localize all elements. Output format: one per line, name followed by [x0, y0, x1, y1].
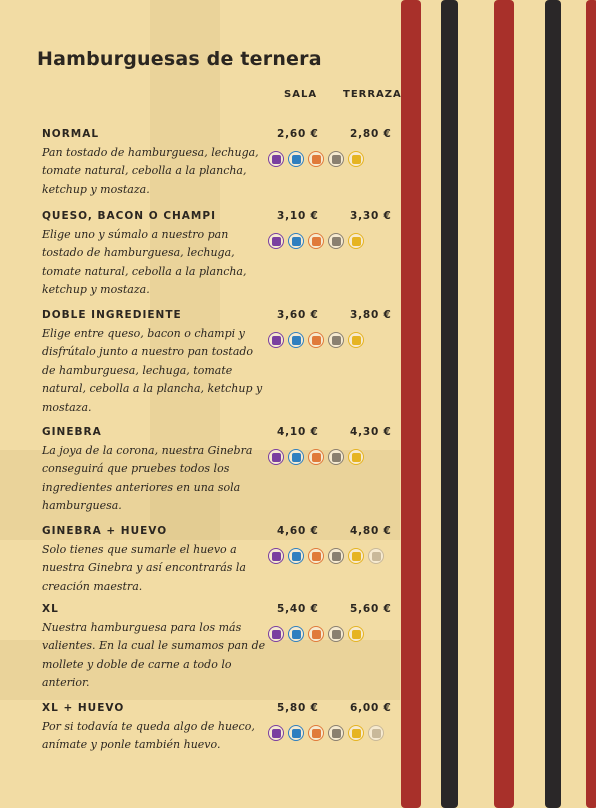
menu-item-name: GINEBRA — [42, 426, 102, 438]
purple-icon — [268, 725, 284, 741]
price-terraza: 4,80 € — [350, 525, 392, 537]
price-sala: 5,40 € — [277, 603, 319, 615]
purple-icon — [268, 449, 284, 465]
yellow-icon — [348, 725, 364, 741]
menu-item — [42, 210, 402, 300]
allergen-icons — [268, 725, 384, 741]
stripe-black-1 — [441, 0, 458, 808]
price-terraza: 3,80 € — [350, 309, 392, 321]
blue-icon — [288, 449, 304, 465]
menu-item-description: Pan tostado de hamburguesa, lechuga, tomate natural, cebolla a la plancha, ketchup y mostaza. — [42, 146, 259, 196]
price-sala: 3,10 € — [277, 210, 319, 222]
menu-title: Hamburguesas de ternera — [37, 48, 322, 70]
menu-item-description: La joya de la corona, nuestra Ginebra conseguirá que pruebes todos los ingredientes anteriores en una sola hamburguesa. — [42, 444, 253, 513]
orange-icon — [308, 626, 324, 642]
orange-icon — [308, 332, 324, 348]
yellow-icon — [348, 332, 364, 348]
grey-icon — [328, 151, 344, 167]
menu-item-name: DOBLE INGREDIENTE — [42, 309, 182, 321]
yellow-icon — [348, 548, 364, 564]
column-header-terraza: TERRAZA — [343, 89, 402, 100]
grey-icon — [328, 332, 344, 348]
orange-icon — [308, 548, 324, 564]
egg-icon — [368, 548, 384, 564]
blue-icon — [288, 548, 304, 564]
purple-icon — [268, 332, 284, 348]
menu-item — [42, 702, 402, 755]
allergen-icons — [268, 151, 364, 167]
stripe-red-3 — [586, 0, 596, 808]
stripe-red-1 — [401, 0, 421, 808]
yellow-icon — [348, 151, 364, 167]
purple-icon — [268, 548, 284, 564]
egg-icon — [368, 725, 384, 741]
column-header-sala: SALA — [284, 89, 318, 100]
stripe-black-2 — [545, 0, 561, 808]
menu-item-description: Por si todavía te queda algo de hueco, anímate y ponle también huevo. — [42, 720, 255, 752]
price-sala: 4,60 € — [277, 525, 319, 537]
menu-item-name: NORMAL — [42, 128, 100, 140]
allergen-icons — [268, 233, 364, 249]
allergen-icons — [268, 626, 364, 642]
price-sala: 2,60 € — [277, 128, 319, 140]
menu-item-description: Nuestra hamburguesa para los más valientes. En la cual le sumamos pan de mollete y doble de carne a todo lo anterior. — [42, 621, 266, 690]
menu-item — [42, 128, 402, 199]
price-terraza: 2,80 € — [350, 128, 392, 140]
orange-icon — [308, 233, 324, 249]
yellow-icon — [348, 449, 364, 465]
price-terraza: 6,00 € — [350, 702, 392, 714]
menu-item — [42, 309, 402, 417]
menu-item — [42, 525, 402, 596]
grey-icon — [328, 449, 344, 465]
menu-item-description: Solo tienes que sumarle el huevo a nuestra Ginebra y así encontrarás la creación maestra. — [42, 543, 246, 593]
purple-icon — [268, 626, 284, 642]
menu-item-name: GINEBRA + HUEVO — [42, 525, 168, 537]
grey-icon — [328, 725, 344, 741]
orange-icon — [308, 449, 324, 465]
menu-item — [42, 426, 402, 516]
purple-icon — [268, 233, 284, 249]
menu-item-description: Elige entre queso, bacon o champi y disfrútalo junto a nuestro pan tostado de hamburguesa, lechuga, tomate natural, cebolla a la plancha, ketchup y mostaza. — [42, 327, 263, 414]
menu-item-name: XL — [42, 603, 59, 615]
orange-icon — [308, 725, 324, 741]
price-sala: 4,10 € — [277, 426, 319, 438]
yellow-icon — [348, 626, 364, 642]
blue-icon — [288, 626, 304, 642]
blue-icon — [288, 725, 304, 741]
menu-item-name: QUESO, BACON O CHAMPI — [42, 210, 216, 222]
grey-icon — [328, 233, 344, 249]
price-terraza: 4,30 € — [350, 426, 392, 438]
purple-icon — [268, 151, 284, 167]
price-sala: 5,80 € — [277, 702, 319, 714]
yellow-icon — [348, 233, 364, 249]
menu-item — [42, 603, 402, 693]
orange-icon — [308, 151, 324, 167]
allergen-icons — [268, 449, 364, 465]
price-terraza: 3,30 € — [350, 210, 392, 222]
menu-item-name: XL + HUEVO — [42, 702, 125, 714]
blue-icon — [288, 151, 304, 167]
price-sala: 3,60 € — [277, 309, 319, 321]
grey-icon — [328, 548, 344, 564]
stripe-red-2 — [494, 0, 514, 808]
menu-item-description: Elige uno y súmalo a nuestro pan tostado de hamburguesa, lechuga, tomate natural, cebolla a la plancha, ketchup y mostaza. — [42, 228, 247, 297]
allergen-icons — [268, 332, 364, 348]
blue-icon — [288, 233, 304, 249]
price-terraza: 5,60 € — [350, 603, 392, 615]
blue-icon — [288, 332, 304, 348]
grey-icon — [328, 626, 344, 642]
allergen-icons — [268, 548, 384, 564]
